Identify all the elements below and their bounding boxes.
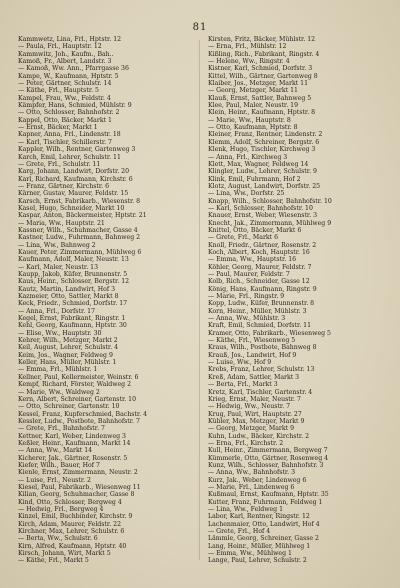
directory-entry: Korn, Heinr., Müller, Mühlstr. 3 (208, 307, 307, 315)
directory-entry: Kirn, Alfred, Kaufmann, Hptstr. 40 (18, 542, 127, 550)
directory-entry: Klink, Emil, Fuhrmann, Hof 2 (208, 175, 301, 183)
directory-entry: Kopp, Ludw., Küfer, Brunnenstr. 8 (208, 300, 315, 308)
directory-entry: — Hedwig, Frl., Bergweg 4 (18, 506, 104, 513)
directory-entry: Knapp, Wilh., Schlosser, Bahnhofstr. 10 (208, 197, 332, 205)
directory-entry: — Ernst, Bäcker, Markt 1 (18, 124, 98, 132)
directory-entry: König, Hans, Kaufmann, Ringstr. 9 (208, 285, 317, 293)
directory-entry: — Paula, Frl., Hauptstr. 12 (18, 43, 102, 51)
directory-entry: Köhler, Georg, Maurer, Feldstr. 7 (208, 263, 312, 271)
directory-entry: Keim, Jos., Wagner, Feldweg 9 (18, 351, 113, 359)
directory-entry: Kampel, Frau, Ww., Feldstr. 4 (18, 94, 111, 102)
directory-entry: Kuhn, Ludw., Bäcker, Kirchstr. 2 (208, 432, 310, 440)
directory-entry: Kußmaul, Ernst, Kaufmann, Hptstr. 35 (208, 491, 329, 499)
directory-entry: Kutter, Franz, Fuhrmann, Feldweg 1 (208, 498, 323, 506)
directory-entry: — Grete, Frl., Markt 6 (208, 234, 279, 242)
directory-entry: Keßler, Heinr., Kaufmann, Markt 14 (18, 439, 131, 447)
directory-entry: Koch, Albert, Koch, Hauptstr. 16 (208, 248, 310, 256)
directory-entry: Klingler, Ludw., Lehrer, Schulstr. 9 (208, 168, 317, 176)
directory-entry: Kassner, Wilh., Schuhmacher, Gasse 4 (18, 226, 138, 234)
directory-entry: — Grete, Frl., Hof 4 (208, 528, 271, 536)
directory-entry: Knittel, Otto, Bäcker, Markt 6 (208, 226, 302, 234)
directory-entry: Karl, Richard, Kaufmann, Kirchstr. 6 (18, 175, 133, 183)
directory-entry: Kistner, Karl, Schmied, Dorfstr. 3 (208, 65, 313, 73)
directory-entry: Lachenmaier, Otto, Landwirt, Hof 4 (208, 520, 320, 528)
directory-entry: — Anna, Ww., Bahnhofstr. 3 (208, 469, 296, 477)
left-column (18, 36, 194, 565)
directory-entry: Kübler, Max, Metzger, Markt 9 (208, 417, 305, 425)
directory-entry: Kapner, Anna, Frl., Lindenstr. 18 (18, 131, 121, 139)
directory-entry: — Erna, Frl., Kirchstr. 2 (208, 439, 284, 447)
directory-entry: — Marie, Ww., Hauptstr. 8 (208, 116, 291, 124)
directory-entry: — Käthe, Frl., Markt 5 (18, 557, 89, 565)
directory-entry: Kunz, Wilh., Schlosser, Bahnhofstr. 3 (208, 461, 324, 469)
directory-entry: Kretz, Karl, Tischler, Gartenstr. 4 (208, 388, 313, 396)
directory-entry: Kurz, Jak., Weber, Lindenweg 6 (208, 476, 307, 484)
directory-entry: — Marie, Ww., Waldweg 2 (18, 388, 100, 396)
directory-entry: Kautz, Martin, Landwirt, Hof 3 (18, 285, 116, 293)
directory-entry: Lange, Paul, Lehrer, Schulstr. 2 (208, 557, 307, 565)
directory-entry: Lämmle, Georg, Schreiner, Gasse 2 (208, 535, 319, 543)
directory-entry: Kammwitz, Joh., Kaufm., Bah.. (18, 50, 114, 58)
directory-entry: Klotz, August, Landwirt, Dorfstr. 25 (208, 182, 321, 190)
directory-entry: Kaspar, Anton, Bäckermeister, Hptstr. 21 (18, 212, 147, 220)
directory-entry: Kaupp, Jakob, Küfer, Brunnenstr. 5 (18, 271, 128, 278)
directory-entry: Klee, Paul, Maler, Neustr. 19 (208, 102, 299, 110)
directory-entry: Kärner, Gustav, Maurer, Feldstr. 15 (18, 190, 129, 198)
directory-entry: Kämpfer, Hans, Schmied, Mühlstr. 9 (18, 102, 132, 110)
directory-entry: Knauer, Ernst, Weber, Wiesenstr. 3 (208, 212, 318, 220)
directory-entry: — Helene, Ww., Ringstr. 4 (208, 58, 290, 66)
directory-entry: Karch, Emil, Lehrer, Schulstr. 11 (18, 153, 121, 161)
directory-entry: — Otto, Schreiner, Gartenstr. 10 (18, 403, 120, 411)
directory-entry: — Emma, Frl., Mühlstr. 1 (18, 366, 98, 374)
directory-entry: Klaiber, Jos., Metzger, Markt 11 (208, 80, 309, 88)
directory-entry: Kittel, Wilh., Gärtner, Gartenweg 8 (208, 72, 318, 80)
directory-entry: — Lina, Ww., Feldweg 1 (208, 506, 284, 513)
directory-entry: Krieg, Ernst, Maler, Neustr. 7 (208, 395, 301, 403)
directory-entry: — Georg, Metzger, Markt 9 (208, 425, 295, 433)
directory-entry: — Marie, Frl., Lindenweg 6 (208, 483, 295, 491)
directory-entry: — Kamoß, Ww. Ann., Pfarrgasse 36 (18, 65, 129, 73)
directory-entry: Kastner, Ludw., Fuhrmann, Bahnweg 2 (18, 234, 141, 242)
directory-entry: Kessler, Ludw., Postbote, Bahnhofstr. 7 (18, 417, 140, 425)
directory-entry: Kiesel, Paul, Fabrikarb., Wiesenweg 11 (18, 483, 141, 491)
directory-entry: Knoll, Friedr., Gärtner, Rosenstr. 2 (208, 241, 317, 249)
directory-entry: Kümmerle, Otto, Gärtner, Rosenweg 4 (208, 454, 329, 462)
directory-entry: — Grete, Frl., Bahnhofstr. 7 (18, 425, 105, 433)
column-divider (199, 40, 200, 560)
directory-entry: — Käthe, Frl., Hauptstr. 5 (18, 87, 99, 95)
directory-entry: Kaufmann, Adolf, Maler, Neustr. 13 (18, 256, 129, 264)
directory-entry: Knecht, Jak., Zimmermann, Mühlweg 9 (208, 219, 332, 227)
directory-entry: Kreß, Adam, Sattler, Markt 3 (208, 373, 300, 381)
directory-entry: Kramer, Otto, Fabrikarb., Wiesenweg 5 (208, 329, 331, 337)
directory-entry: Kull, Heinr., Zimmermann, Bergweg 7 (208, 447, 328, 455)
page-number: 81 (192, 22, 208, 33)
directory-entry: Klenk, Hugo, Tischler, Kirchweg 3 (208, 146, 316, 154)
directory-entry: Kiefer, Wilh., Bauer, Hof 7 (18, 461, 100, 469)
directory-entry: — Emma, Ww., Hauptstr. 16 (208, 256, 297, 264)
directory-entry: Kappel, Otto, Bäcker, Markt 1 (18, 116, 112, 124)
directory-entry: Keller, Hans, Müller, Mühlstr. 1 (18, 359, 117, 367)
directory-entry: Kinzel, Emil, Buchbinder, Kirchstr. 9 (18, 513, 133, 521)
directory-entry: — Luise, Frl., Neustr. 2 (18, 476, 91, 484)
directory-entry: Krauß, Jos., Landwirt, Hof 9 (208, 351, 297, 359)
directory-entry: — Elise, Ww., Hauptstr. 30 (18, 329, 102, 337)
directory-entry: Kehl, Georg, Kaufmann, Hptstr. 30 (18, 322, 127, 330)
directory-entry: — Käthe, Frl., Wiesenweg 5 (208, 337, 296, 345)
directory-entry: Kicherer, Jak., Gärtner, Rosenstr. 5 (18, 454, 128, 462)
directory-entry: — Grete, Frl., Schulstr. 11 (18, 160, 101, 168)
directory-entry: Krebs, Franz, Lehrer, Schulstr. 13 (208, 366, 315, 374)
directory-entry: — Peter, Gärtner, Schulstr. 14 (18, 80, 112, 88)
directory-entry: Kienle, Ernst, Zimmermann, Neustr. 2 (18, 469, 138, 477)
directory-entry: Kegel, Ernst, Fabrikant, Ringstr. 1 (18, 315, 126, 323)
directory-entry: — Paul, Maurer, Feldstr. 7 (208, 271, 290, 278)
directory-entry: — Georg, Metzger, Markt 11 (208, 87, 298, 95)
directory-entry: Kleiner, Franz, Rentner, Lindenstr. 2 (208, 131, 323, 139)
directory-entry: Kolb, Rich., Schneider, Gasse 12 (208, 278, 310, 286)
directory-entry: Kasel, Hugo, Schneider, Markt 10 (18, 204, 125, 212)
directory-entry: — Luise, Ww., Hof 9 (208, 359, 272, 367)
directory-entry: Keil, August, Lehrer, Schulstr. 4 (18, 344, 119, 352)
directory-entry: Klauß, Ernst, Sattler, Bahnweg 5 (208, 94, 312, 102)
directory-entry: — Lina, Ww., Bahnweg 2 (18, 241, 96, 249)
directory-entry: — Otto, Schlosser, Bahnhofstr. 2 (18, 109, 120, 117)
directory-entry: Kempf, Richard, Förster, Waldweg 2 (18, 381, 132, 389)
directory-entry: — Maria, Ww., Hauptstr. 21 (18, 219, 105, 227)
directory-entry: Karg, Johann, Landwirt, Dorfstr. 20 (18, 168, 130, 176)
directory-entry: Klein, Heinr., Kaufmann, Hptstr. 8 (208, 109, 316, 117)
directory-entry: — Anna, Ww., Markt 14 (18, 447, 93, 455)
directory-entry: Kirsch, Johann, Wirt, Markt 5 (18, 550, 111, 558)
directory-entry: Kamoß, Fr., Albert, Landstr. 3 (18, 58, 112, 66)
directory-entry: Kißling, Rich., Fabrikant, Ringstr. 4 (208, 50, 320, 58)
directory-entry: Labor, Karl, Rentner, Ringstr. 12 (208, 513, 310, 521)
directory-entry: — Anna, Frl., Dorfstr. 17 (18, 307, 96, 315)
directory-entry: Kern, Albert, Schreiner, Gartenstr. 10 (18, 395, 137, 403)
directory-entry: Kraus, Wilh., Postbote, Bahnweg 8 (208, 344, 317, 352)
directory-entry: Kampe, W., Kaufmann, Hptstr. 5 (18, 72, 119, 80)
directory-entry: Keck, Friedr., Schmied, Dorfstr. 17 (18, 300, 128, 308)
directory-entry: — Hedwig, Ww., Neustr. 7 (208, 403, 291, 411)
directory-entry: Krug, Paul, Wirt, Hauptstr. 27 (208, 410, 302, 418)
directory-entry: Kirch, Adam, Maurer, Feldstr. 22 (18, 520, 122, 528)
directory-entry: Kettner, Karl, Weber, Lindenweg 3 (18, 432, 126, 440)
directory-entry: — Marie, Frl., Ringstr. 9 (208, 293, 285, 301)
directory-entry: Klemm, Adolf, Schreiner, Bergstr. 6 (208, 138, 320, 146)
directory-entry: Kilian, Georg, Schuhmacher, Gasse 8 (18, 491, 135, 499)
directory-entry: — Franz, Gärtner, Kirchstr. 6 (18, 182, 110, 190)
directory-entry: Kessel, Franz, Kupferschmied, Bachstr. 4 (18, 410, 148, 418)
directory-entry: Kauer, Peter, Zimmermann, Mühlweg 6 (18, 248, 142, 256)
directory-entry: Lang, Heinr., Müller, Mühlweg 1 (208, 542, 311, 550)
directory-entry: — Berta, Frl., Markt 3 (208, 381, 278, 389)
directory-entry: — Erna, Frl., Mühlstr. 12 (208, 43, 287, 51)
directory-entry: — Otto, Kaufmann, Hptstr. 8 (208, 124, 298, 132)
directory-entry: — Karl, Schlosser, Bahnhofstr. 10 (208, 204, 313, 212)
directory-entry: — Berta, Ww., Schulstr. 6 (18, 535, 98, 543)
directory-entry: Kraft, Emil, Schmied, Dorfstr. 11 (208, 322, 312, 330)
directory-entry: — Karl, Maler, Neustr. 13 (18, 263, 99, 271)
directory-entry: Kirsten, Fritz, Bäcker, Mühlstr. 12 (208, 36, 316, 43)
directory-entry: Kirchner, Max, Lehrer, Schulstr. 6 (18, 528, 125, 536)
directory-entry: Klett, Max, Wagner, Feldweg 14 (208, 160, 309, 168)
directory-entry: Kammwetz, Lina, Frl., Hptstr. 12 (18, 36, 122, 43)
directory-entry: — Lina, Ww., Dorfstr. 25 (208, 190, 285, 198)
directory-entry: Kazmeier, Otto, Sattler, Markt 8 (18, 293, 119, 301)
directory-entry: Kellner, Paul, Kellermeister, Weinstr. 6 (18, 373, 139, 381)
directory-entry: — Anna, Frl., Kirchweg 3 (208, 153, 288, 161)
directory-entry: Karsch, Ernst, Fabrikarb., Wiesenstr. 8 (18, 197, 141, 205)
directory-entry: — Emma, Ww., Mühlweg 1 (208, 550, 292, 558)
directory-entry: Kehrer, Wilh., Metzger, Markt 2 (18, 337, 118, 345)
directory-entry: — Anna, Ww., Mühlstr. 3 (208, 315, 286, 323)
directory-entry: Kappler, Wilh., Rentner, Gartenweg 3 (18, 146, 136, 154)
right-column (208, 36, 384, 565)
directory-entry: Kaus, Heinr., Schlosser, Bergstr. 12 (18, 278, 130, 286)
directory-entry: Kind, Otto, Schlosser, Bergweg 4 (18, 498, 122, 506)
directory-entry: — Karl, Tischler, Schillerstr. 7 (18, 138, 112, 146)
